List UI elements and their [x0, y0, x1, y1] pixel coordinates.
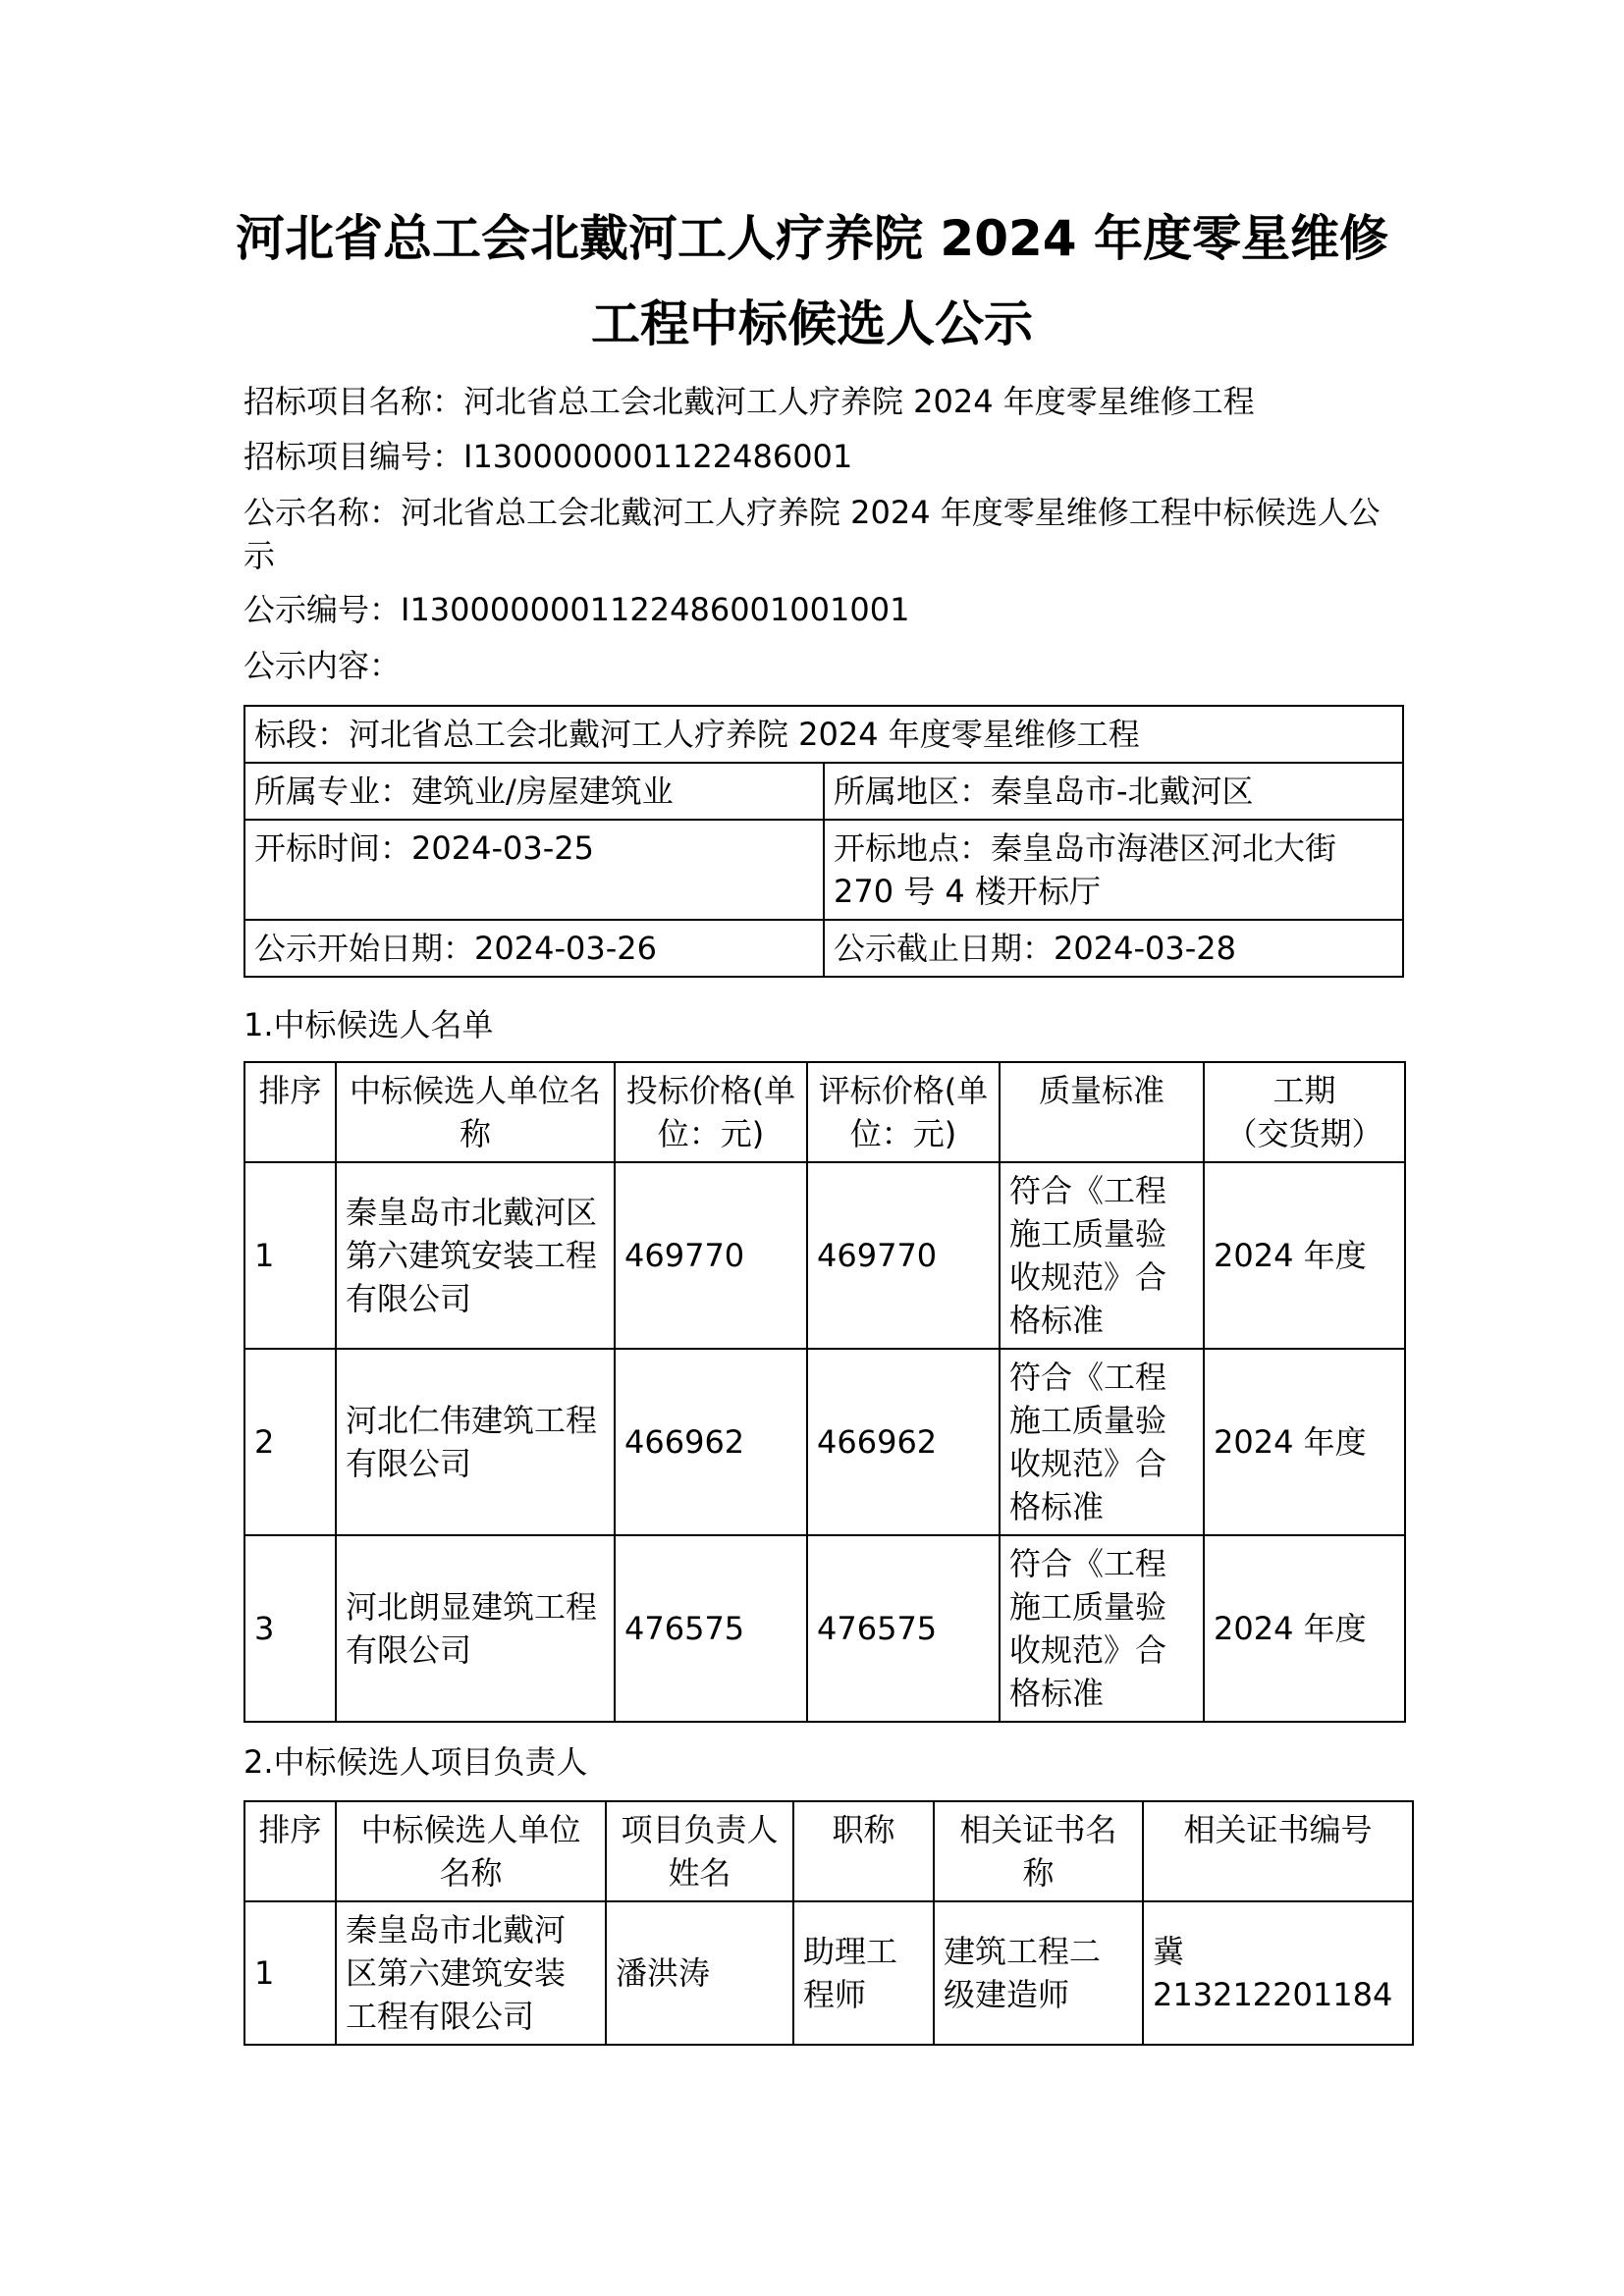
- info-table: [244, 705, 1404, 978]
- info-specialty: 所属专业：建筑业/房屋建筑业: [244, 763, 824, 820]
- cell-rank: 1: [244, 1162, 336, 1349]
- cell-bid-price: 476575: [615, 1535, 807, 1722]
- candidate-table: [244, 1061, 1406, 1723]
- col-header-company: 中标候选人单位 名称: [336, 1801, 606, 1901]
- page-title-line1: 河北省总工会北戴河工人疗养院 2024 年度零星维修: [236, 210, 1388, 267]
- table-row: [244, 763, 1403, 820]
- table-row: [244, 1535, 1405, 1722]
- cell-company: 秦皇岛市北戴河区 第六建筑安装工程 有限公司: [336, 1162, 615, 1349]
- table-row: [244, 1901, 1413, 2045]
- cell-duration: 2024 年度: [1204, 1349, 1405, 1535]
- content-label: 公示内容：: [244, 647, 402, 684]
- cell-eval-price: 476575: [807, 1535, 1000, 1722]
- cell-eval-price: 469770: [807, 1162, 1000, 1349]
- cell-bid-price: 466962: [615, 1349, 807, 1535]
- cell-rank: 3: [244, 1535, 336, 1722]
- info-end-date: 公示截止日期：2024-03-28: [824, 920, 1403, 977]
- cell-rank: 2: [244, 1349, 336, 1535]
- col-header-bid-price: 投标价格(单位：元): [615, 1062, 807, 1162]
- col-header-cert-name: 相关证书名 称: [934, 1801, 1143, 1901]
- info-start-date: 公示开始日期：2024-03-26: [244, 920, 824, 977]
- project-code: 招标项目编号：I1300000001122486001: [244, 438, 853, 475]
- cell-duration: 2024 年度: [1204, 1162, 1405, 1349]
- cell-manager-name: 潘洪涛: [606, 1901, 793, 2045]
- page-title-line2: 工程中标候选人公示: [591, 295, 1033, 352]
- notice-code: 公示编号：I1300000001122486001001001: [244, 591, 910, 628]
- table-header-row: [244, 1801, 1413, 1901]
- section2-title: 2.中标候选人项目负责人: [244, 1743, 588, 1781]
- info-section: 标段：河北省总工会北戴河工人疗养院 2024 年度零星维修工程: [244, 706, 1403, 763]
- table-row: [244, 820, 1403, 920]
- table-row: [244, 1162, 1405, 1349]
- cell-duration: 2024 年度: [1204, 1535, 1405, 1722]
- manager-table: [244, 1800, 1414, 2046]
- col-header-duration: 工期 （交货期）: [1204, 1062, 1405, 1162]
- cell-rank: 1: [244, 1901, 336, 2045]
- cell-cert-number: 冀 213212201184: [1143, 1901, 1413, 2045]
- cell-cert-name: 建筑工程二 级建造师: [934, 1901, 1143, 2045]
- cell-company: 秦皇岛市北戴河 区第六建筑安装 工程有限公司: [336, 1901, 606, 2045]
- table-row: [244, 706, 1403, 763]
- section1-title: 1.中标候选人名单: [244, 1006, 494, 1043]
- col-header-quality: 质量标准: [1000, 1062, 1204, 1162]
- col-header-title: 职称: [793, 1801, 934, 1901]
- col-header-company: 中标候选人单位名称: [336, 1062, 615, 1162]
- col-header-rank: 排序: [244, 1062, 336, 1162]
- col-header-cert-number: 相关证书编号: [1143, 1801, 1413, 1901]
- table-row: [244, 1349, 1405, 1535]
- cell-eval-price: 466962: [807, 1349, 1000, 1535]
- info-region: 所属地区：秦皇岛市-北戴河区: [824, 763, 1403, 820]
- cell-company: 河北仁伟建筑工程 有限公司: [336, 1349, 615, 1535]
- notice-name: 公示名称：河北省总工会北戴河工人疗养院 2024 年度零星维修工程中标候选人公示: [244, 494, 1380, 574]
- col-header-manager-name: 项目负责人 姓名: [606, 1801, 793, 1901]
- info-open-time: 开标时间：2024-03-25: [244, 820, 824, 920]
- cell-bid-price: 469770: [615, 1162, 807, 1349]
- cell-quality: 符合《工程 施工质量验 收规范》合 格标准: [1000, 1349, 1204, 1535]
- table-row: [244, 920, 1403, 977]
- col-header-eval-price: 评标价格(单位：元): [807, 1062, 1000, 1162]
- cell-quality: 符合《工程 施工质量验 收规范》合 格标准: [1000, 1535, 1204, 1722]
- cell-company: 河北朗显建筑工程 有限公司: [336, 1535, 615, 1722]
- project-name: 招标项目名称：河北省总工会北戴河工人疗养院 2024 年度零星维修工程: [244, 383, 1255, 420]
- cell-quality: 符合《工程 施工质量验 收规范》合 格标准: [1000, 1162, 1204, 1349]
- cell-title: 助理工 程师: [793, 1901, 934, 2045]
- col-header-rank: 排序: [244, 1801, 336, 1901]
- table-header-row: [244, 1062, 1405, 1162]
- info-open-place: 开标地点：秦皇岛市海港区河北大街270 号 4 楼开标厅: [824, 820, 1403, 920]
